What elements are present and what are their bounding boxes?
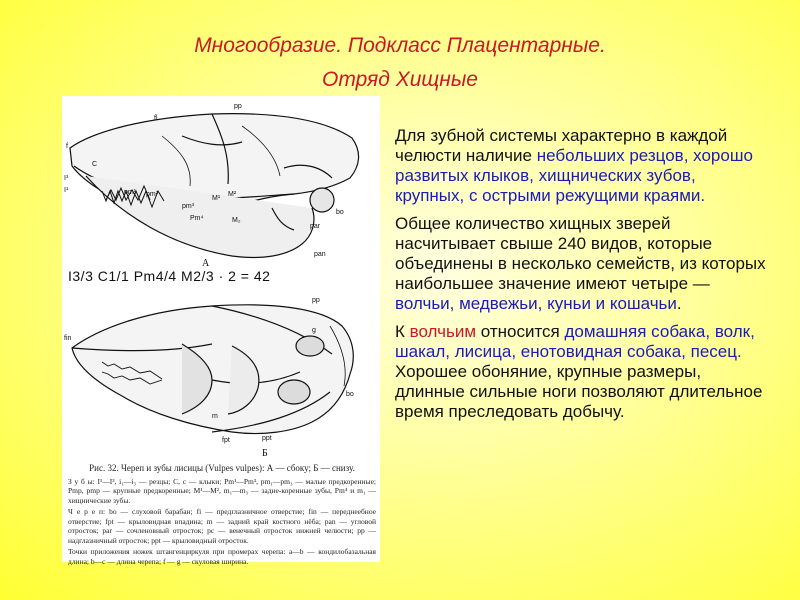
paragraph-canids-traits: Хорошее обоняние, крупные размеры, длинные сильные ноги позволяют длительное время преследовать добычу. [395,362,763,421]
skull-lateral-view [70,114,359,258]
figure-caption-title: Рис. 32. Череп и зубы лисицы (Vulpes vulpes): А — сбоку; Б — снизу. [89,463,355,473]
paragraph-canids [395,322,767,422]
figure-caption [68,464,376,568]
paragraph-species-intro: Общее количество хищных зверей насчитывает свыше 240 видов, которые объединены в несколько семейств, из которых наибольшее значение имеют четыре — [395,214,766,293]
paragraph-teeth-intro: Для зубной системы характерно в каждой челюсти наличие [395,126,728,165]
paragraph-species-end: . [676,294,682,313]
figure-label-a: А [202,258,210,269]
svg-text:bo: bo [346,391,354,398]
paragraph-canids-k: К [395,322,405,341]
svg-text:M₂: M₂ [232,217,241,224]
slide-title-line1: Многообразие. Подкласс Плацентарные. [194,34,606,57]
figure-caption-teeth: З у б ы: I¹—I³, i₁—i₃ — резцы; C, c — клыки; Pm¹—Pm³, pm₁—pm₃ — малые предкоренные; Pmp, pmp — крупные предкоренные; M¹—M², m₁—m₃ — задне-коренные зубы, Pm⁴ и m₁ — хищнические зубы. [68,476,376,505]
paragraph-species [395,214,767,314]
svg-text:M²: M² [228,191,237,198]
svg-text:I³: I³ [64,175,69,182]
svg-text:pp: pp [312,297,320,304]
skull-figure [62,96,380,566]
svg-text:m: m [212,413,218,420]
figure-label-b: Б [262,448,268,459]
paragraph-canids-species: домашняя собака, волк, шакал, лисица, енотовидная собака, песец. [395,322,755,361]
svg-text:pp: pp [234,103,242,110]
svg-text:pm¹: pm¹ [124,189,137,196]
svg-text:fin: fin [64,335,72,342]
paragraph-canids-verb: относится [480,322,560,341]
svg-text:pm³: pm³ [182,203,195,210]
svg-text:bo: bo [336,209,344,216]
paragraph-canids-family: волчьим [409,322,477,341]
paragraph-teeth-highlight: небольших резцов, хорошо развитых клыков, хищнических зубов, крупных, с острыми режущими краями. [395,146,753,205]
slide-body-text [395,126,767,430]
svg-text:fpt: fpt [222,437,230,444]
svg-text:C: C [92,161,98,168]
svg-text:pan: pan [314,251,326,258]
svg-text:fl: fl [154,115,158,122]
svg-text:pm²: pm² [146,191,159,198]
dental-formula: I3/3 C1/1 Pm4/4 M2/3 · 2 = 42 [68,268,271,284]
svg-text:Pm⁴: Pm⁴ [190,215,204,222]
svg-text:f: f [66,143,68,150]
paragraph-species-families: волчьи, медвежьи, куньи и кошачьи [395,294,677,313]
figure-caption-skull: Ч е р е п: bo — слуховой барабан; fi — предглазничное отверстие; fin — переднеебное отверстие; fpt — крыловидная впадина; m — задний край костного нёба; pan — угловой отросток; par — сочленовный отросток; pc — венечный отросток нижней челюсти; pp — надглазничный отросток; ppt — крыловидный отросток. [68,507,376,545]
svg-text:I¹: I¹ [64,187,69,194]
slide-title-line2: Отряд Хищные [322,68,478,91]
svg-text:M¹: M¹ [212,195,221,202]
svg-text:par: par [310,223,321,230]
paragraph-teeth [395,126,767,206]
svg-text:g: g [312,327,316,334]
figure-caption-measure: Точки приложения ножек штангенциркуля при промерах черепа: a—b — кондилобазальная длина; b—c — длина черепа; f — g — скуловая ширина. [68,547,376,566]
svg-text:ppt: ppt [262,435,272,442]
